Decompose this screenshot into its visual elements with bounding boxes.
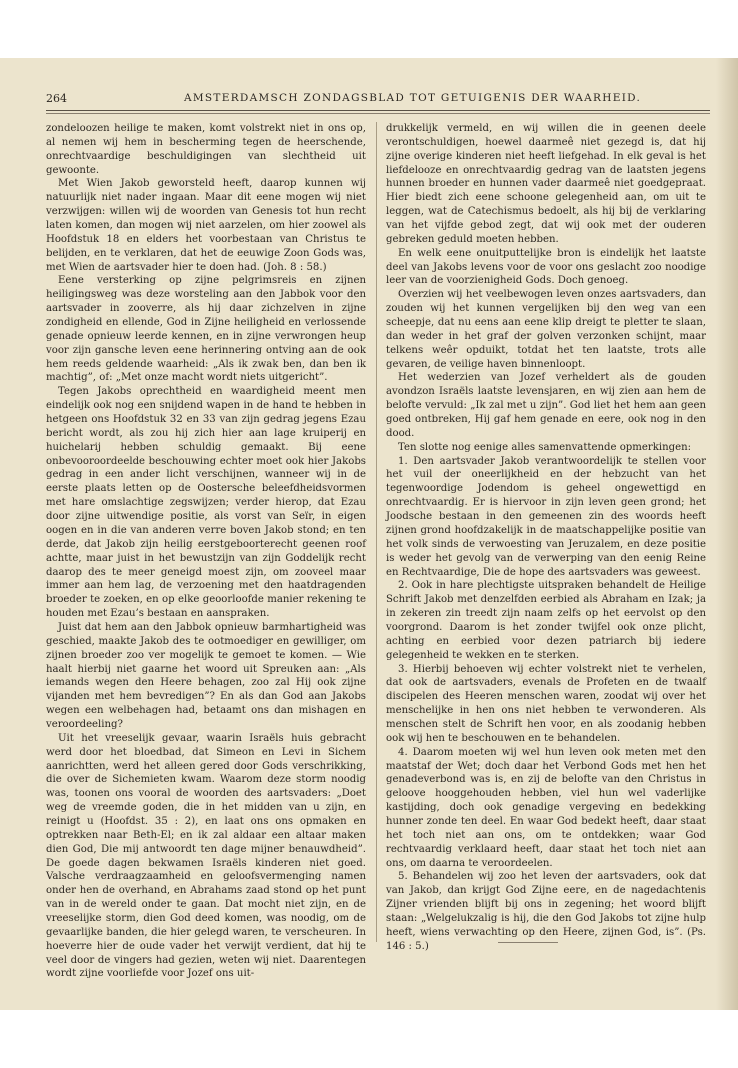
paragraph: Juist dat hem aan den Jabbok opnieuw barmhartigheid was geschied, maakte Jakob des te ootmoediger en gewilliger, om zijnen broeder zoo ver mogelijk te gemoet te komen. — Wie haalt hierbij niet gaarne het woord uit Spreuken aan: „Als iemands wegen den Heere behagen, zoo zal Hij ook zijne vijanden met hem bevredigen”? En als dan God aan Jakobs wegen een welbehagen had, betaamt ons dan mishagen en veroordeeling?	[46, 621, 366, 730]
running-head: AMSTERDAMSCH ZONDAGSBLAD TOT GETUIGENIS DER WAARHEID.	[184, 92, 642, 104]
paragraph: 3. Hierbij behoeven wij echter volstrekt niet te verhelen, dat ook de aartsvaders, evenals de Profeten en de twaalf discipelen des Heeren menschen waren, zoodat wij over het menschelijke in hen ons niet hebben te verwonderen. Als menschen stelt de Schrift hen voor, en als zoodanig hebben ook wij hen te beschouwen en te behandelen.	[386, 663, 706, 744]
page-number: 264	[46, 92, 67, 105]
paragraph: drukkelijk vermeld, en wij willen die in geenen deele verontschuldigen, hoewel daarmeê niet gezegd is, dat hij zijne overige kinderen niet heeft liefgehad. In elk geval is het liefdelooze en onrechtvaardig gedrag van de laatsten jegens hunnen broeder en hunnen vader daarmeê niet goedgepraat. Hier biedt zich eene schoone gelegenheid aan, om uit te leggen, wat de Catechismus bedoelt, als hij bij de verklaring van het vijfde gebod zegt, dat wij ook met der ouderen gebreken geduld moeten hebben.	[386, 123, 706, 245]
left-column	[46, 122, 366, 980]
paragraph: 4. Daarom moeten wij wel hun leven ook meten met den maatstaf der Wet; doch daar het Verbond Gods met hen het genadeverbond was is, en zij de belofte van den Christus in geloove hooggehouden hebben, viel hun wel vaderlijke kastijding, doch ook genadige vergeving en bedekking hunner zonde ten deel. En waar God bedekt heeft, daar staat het toch niet aan ons, om te ontdekken; waar God rechtvaardig verklaard heeft, daar staat het toch niet aan ons, om daarna te veroordeelen.	[386, 746, 706, 869]
paragraph: 1. Den aartsvader Jakob verantwoordelijk te stellen voor het vuil der oneerlijkheid en der hebzucht van het tegenwoordige Jodendom is geheel ongewettigd en onrechtvaardig. Er is hiervoor in zijn leven geen grond; het Joodsche bestaan in den gemeenen zin des woords heeft zijnen grond hoofdzakelijk in de maatschappelijke positie van het volk sinds de verwoesting van Jeruzalem, en deze positie is weder het gevolg van de verwerping van den eenig Reine en Rechtvaardige, Die de hope des aartsvaders was geweest.	[386, 455, 706, 578]
right-column	[386, 122, 706, 952]
header-rule-thin	[46, 113, 710, 114]
paragraph: Tegen Jakobs oprechtheid en waardigheid meent men eindelijk ook nog een snijdend wapen in de hand te hebben in hetgeen ons Hoofdstuk 32 en 33 van zijn gedrag jegens Ezau bericht wordt, als zou hij zich hier aan lage kruiperij en huichelarij hebben schuldig gemaakt. Bij eene onbevooroordeelde beschouwing echter moet ook hier Jakobs gedrag in een ander licht verschijnen, wanneer wij in de eerste plaats letten op de Oostersche beleefdheidsvormen met hare omslachtige zegswijzen; verder hierop, dat Ezau door zijne uitwendige positie, als vorst van Seïr, in eigen oogen en in die van anderen verre boven Jakob stond; en ten derde, dat Jakob zijn heilig eerstgeboorterecht geenen roof achtte, maar juist in het bewustzijn van zijn Goddelijk recht daarop des te meer geneigd moest zijn, om zooveel maar immer aan hem lag, de verzoening met den haatdragenden broeder te zoeken, en op elke geoorloofde manier rekening te houden met Ezau’s bestaan en aanspraken.	[46, 386, 366, 620]
column-divider	[376, 122, 377, 942]
page-header	[46, 92, 706, 108]
paragraph: Eene versterking op zijne pelgrimsreis en zijnen heiligingsweg was deze worsteling aan den Jabbok voor den aartsvader in zooverre, als hij daar zichzelven in zijne zondigheid en ellende, God in Zijne heiligheid en verlossende genade opnieuw leerde kennen, en in zijne verwrongen heup voor zijn gansche leven eene herinnering ontving aan de ook hem reeds geldende waarheid: „Als ik zwak ben, dan ben ik machtig”, of: „Met onze macht wordt niets uitgericht”.	[46, 275, 366, 384]
paragraph: Uit het vreeselijk gevaar, waarin Israëls huis gebracht werd door het bloedbad, dat Simeon en Levi in Sichem aanrichtten, werd het alleen gered door Gods verschrikking, die over de Sichemieten kwam. Waarom deze storm noodig was, toonen ons vooral de woorden des aartsvaders: „Doet weg de vreemde goden, die in het midden van u zijn, en reinigt u (Hoofdst. 35 : 2), en laat ons ons opmaken en optrekken naar Beth-El; en ik zal aldaar een altaar maken dien God, Die mij antwoordt ten dage mijner benauwdheid”. De goede dagen bekwamen Israëls kinderen niet goed. Valsche verdraagzaamheid en geloofsvermenging namen onder hen de overhand, en Abrahams zaad stond op het punt van in de wereld onder te gaan. Dat mocht niet zijn, en de vreeselijke storm, dien God deed komen, was noodig, om de gevaarlijke banden, die hier gelegd waren, te verscheuren. In hoeverre hier de oude vader het verwijt verdient, dat hij te veel door de vingers had gezien, weten wij niet. Daarentegen wordt zijne voorliefde voor Jozef ons uit-	[46, 732, 366, 980]
paragraph: Ten slotte nog eenige alles samenvattende opmerkingen:	[398, 441, 692, 453]
paragraph: 2. Ook in hare plechtigste uitspraken behandelt de Heilige Schrift Jakob met denzelfden eerbied als Abraham en Izak; ja in zekeren zin treedt zijn naam zelfs op het eervolst op den voorgrond. Daarom is het zonder twijfel ook onze plicht, achting en eerbied voor dezen patriarch bij iedere gelegenheid te wekken en te sterken.	[386, 580, 706, 661]
paragraph: En welk eene onuitputtelijke bron is eindelijk het laatste deel van Jakobs levens voor de voor ons geslacht zoo noodige leer van de voorzienigheid Gods. Doch genoeg.	[386, 247, 706, 287]
paragraph: zondeloozen heilige te maken, komt volstrekt niet in ons op, al nemen wij hem in bescherming tegen de heerschende, onrechtvaardige beschuldigingen van slechtheid uit gewoonte.	[46, 123, 366, 176]
paragraph: Het wederzien van Jozef verheldert als de gouden avondzon Israëls laatste levensjaren, en wij zien aan hem de belofte vervuld: „Ik zal met u zijn”. God liet het hem aan geen goed ontbreken, Hij gaf hem genade en eere, ook nog in den dood.	[386, 372, 706, 439]
paragraph: 5. Behandelen wij zoo het leven der aartsvaders, ook dat van Jakob, dan krijgt God Zijne eere, en de nagedachtenis Zijner vrienden blijft bij ons in zegening; het woord blijft staan: „Welgelukzalig is hij, die den God Jakobs tot zijne hulp heeft, wiens verwachting op den Heere, zijnen God, is”. (Ps. 146 : 5.)	[386, 871, 706, 952]
end-rule	[498, 942, 558, 943]
paragraph: Met Wien Jakob geworsteld heeft, daarop kunnen wij natuurlijk niet nader ingaan. Maar dit eene mogen wij niet verzwijgen: willen wij de woorden van Genesis tot hun recht laten komen, dan mogen wij niet aarzelen, om hier zoowel als Hoofdstuk 18 en elders het voorbestaan van Christus te belijden, en te verklaren, dat het de eeuwige Zoon Gods was, met Wien de aartsvader hier te doen had. (Joh. 8 : 58.)	[46, 178, 366, 273]
paragraph: Overzien wij het veelbewogen leven onzes aartsvaders, dan zouden wij het kunnen vergelijken bij den weg van een scheepje, dat nu eens aan eene klip dreigt te pletter te slaan, dan weder in het graf der golven verzonken schijnt, maar telkens weêr opduikt, totdat het ten laatste, trots alle gevaren, de veilige haven binnenloopt.	[386, 289, 706, 370]
header-rule	[46, 110, 710, 111]
page-edge-shadow	[716, 58, 738, 1010]
